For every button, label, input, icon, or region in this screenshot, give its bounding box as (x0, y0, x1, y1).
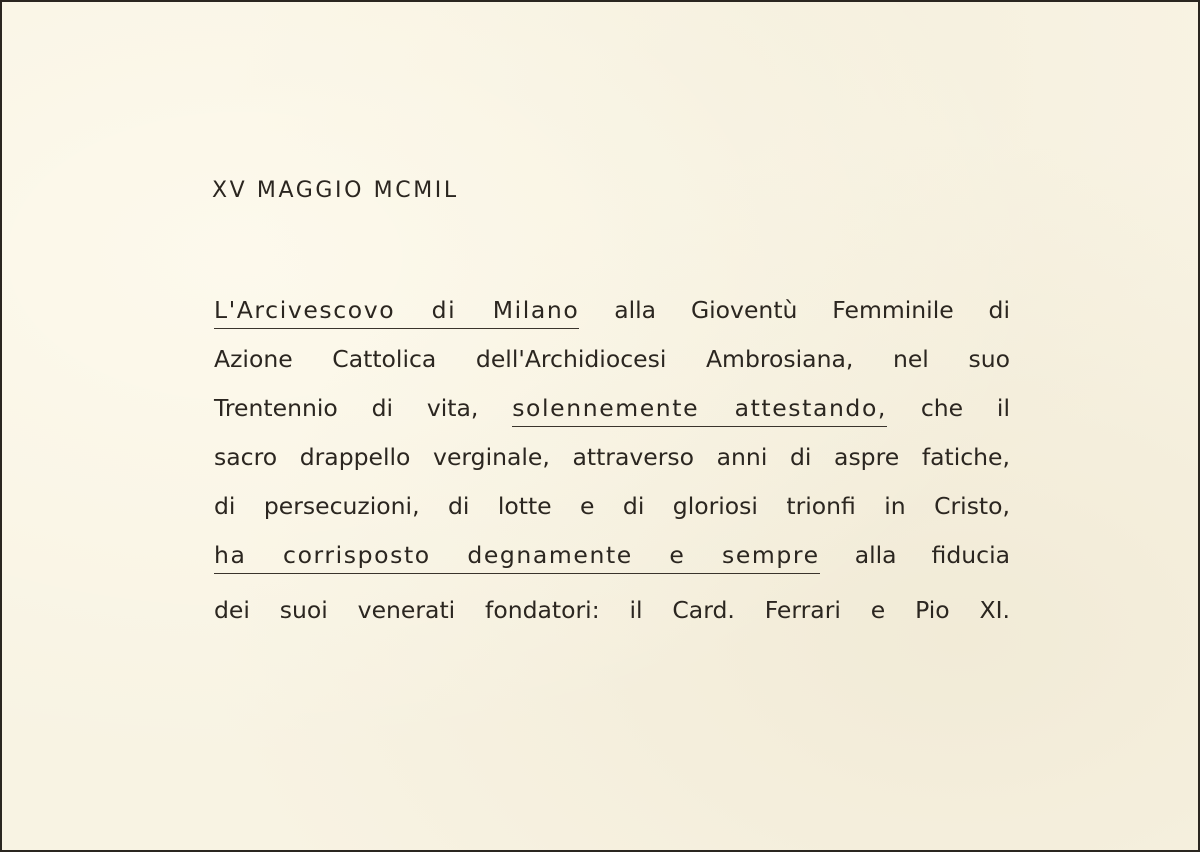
commemorative-card (2, 2, 1198, 850)
text-line (214, 535, 1010, 584)
underlined-phrase: solennemente attestando, (512, 394, 887, 427)
text-line (214, 388, 1010, 437)
text-segment: alla fiducia (819, 541, 1011, 569)
underlined-phrase: ha corrisposto degnamente e sempre (214, 541, 820, 574)
text-line (214, 339, 1010, 388)
text-line (214, 486, 1010, 535)
text-segment: alla Gioventù Femminile di (579, 296, 1010, 324)
text-segment: di persecuzioni, di lotte e di gloriosi trionfi in Cristo, (214, 492, 1010, 520)
text-segment: che il (887, 394, 1010, 422)
dedication-text (214, 290, 1010, 639)
text-line (214, 290, 1010, 339)
text-line (214, 584, 1010, 639)
underlined-phrase: L'Arcivescovo di Milano (214, 296, 579, 329)
date-heading: XV MAGGIO MCMIL (212, 178, 459, 203)
text-line (214, 437, 1010, 486)
text-segment: sacro drappello verginale, attraverso anni di aspre fatiche, (214, 443, 1010, 471)
text-segment: Trentennio di vita, (214, 394, 513, 422)
text-segment: Azione Cattolica dell'Archidiocesi Ambrosiana, nel suo (214, 345, 1010, 373)
text-segment: dei suoi venerati fondatori: il Card. Ferrari e Pio XI. (214, 596, 1010, 624)
